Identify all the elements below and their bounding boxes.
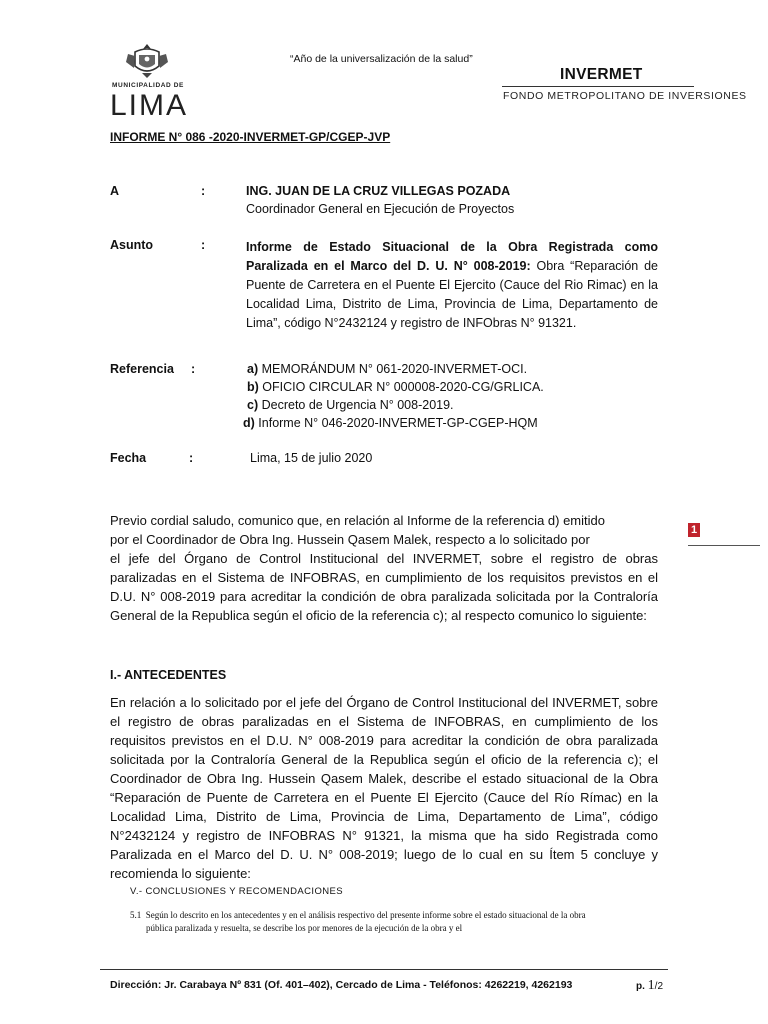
logo-city-text: LIMA xyxy=(110,89,189,122)
agency-divider xyxy=(502,86,694,87)
reference-label: Referencia xyxy=(110,362,174,376)
report-title: INFORME N° 086 -2020-INVERMET-GP/CGEP-JVP xyxy=(110,130,391,144)
reference-letter: d) xyxy=(243,416,255,430)
date-colon: : xyxy=(189,451,194,465)
conclusion-number: 5.1 xyxy=(130,910,142,920)
lima-coat-of-arms-icon xyxy=(120,42,174,80)
reference-item xyxy=(247,398,454,413)
subject-label: Asunto xyxy=(110,238,154,252)
date-label: Fecha xyxy=(110,451,147,465)
section-heading-antecedentes: I.- ANTECEDENTES xyxy=(110,668,227,682)
subject-text xyxy=(246,238,658,333)
year-motto: “Año de la universalización de la salud” xyxy=(290,53,473,65)
comment-connector-line xyxy=(688,545,760,546)
comment-marker[interactable]: 1 xyxy=(688,523,700,537)
reference-letter: b) xyxy=(247,380,259,394)
intro-line-1: Previo cordial saludo, comunico que, en relación al Informe de la referencia d) emitido xyxy=(110,513,605,528)
recipient-name: ING. JUAN DE LA CRUZ VILLEGAS POZADA xyxy=(246,184,511,198)
reference-letter: a) xyxy=(247,362,259,376)
page-number xyxy=(636,978,663,995)
page-prefix: p. xyxy=(636,981,645,992)
page-total: /2 xyxy=(654,981,664,992)
reference-text: MEMORÁNDUM N° 061-2020-INVERMET-OCI. xyxy=(261,362,528,376)
reference-colon: : xyxy=(191,362,196,376)
reference-item xyxy=(247,362,527,377)
subject-bold: Informe de Estado Situacional de la Obra Registrada como Paralizada en el Marco del D. U. N° 008-2019: xyxy=(246,240,658,273)
recipient-role: Coordinador General en Ejecución de Proyectos xyxy=(246,202,515,216)
logo-org-text: MUNICIPALIDAD DE xyxy=(112,82,184,89)
reference-text: Decreto de Urgencia N° 008-2019. xyxy=(261,398,454,412)
to-colon: : xyxy=(201,184,206,198)
antecedentes-paragraph: En relación a lo solicitado por el jefe del Órgano de Control Institucional del INVERMET, sobre el registro de obras paralizadas en el Sistema de INFOBRAS, en cumplimiento de los requisitos previstos en el D.U. N° 008-2019 para acreditar la condición de obra paralizada solicitada por la Contraloría General de la Republica según el oficio de la referencia c); el Coordinador de Obra Ing. Hussein Qasem Malek, describe el estado situacional de la Obra “Reparación de Puente de Carretera en el Puente El Ejercito (Cauce del Río Rímac) en la Localidad Lima, Distrito de Lima, Provincia de Lima, Departamento de Lima”, código N°2432124 y registro de INFOBRAS N° 91321, la misma que ha sido Registrada como Paralizada en el Marco del D. U. N° 008-2019; luego de lo cual en su Ítem 5 concluye y recomienda lo siguiente: xyxy=(110,695,658,881)
to-label: A xyxy=(110,184,120,198)
reference-item xyxy=(247,380,544,395)
reference-letter: c) xyxy=(247,398,259,412)
reference-item xyxy=(243,416,538,431)
agency-subtitle: FONDO METROPOLITANO DE INVERSIONES xyxy=(503,90,747,102)
reference-text: OFICIO CIRCULAR N° 000008-2020-CG/GRLICA. xyxy=(262,380,544,394)
conclusion-line-2: pública paralizada y resuelta, se describe los por menores de la ejecución de la obra y el xyxy=(146,923,463,933)
agency-name: INVERMET xyxy=(560,66,643,83)
intro-rest: el jefe del Órgano de Control Institucional del INVERMET, sobre el registro de obras paralizadas en el Sistema de INFOBRAS, en cumplimiento de los requisitos previstos en el D.U. N° 008-2019 para acreditar la condición de obra paralizada solicitada por la Contraloría General de la Republica según el oficio de la referencia c); al respecto comunico lo siguiente: xyxy=(110,551,658,623)
subject-rest: Obra “Reparación de Puente de Carretera en el Puente El Ejercito (Cauce del Rio Rimac) en la Localidad Lima, Distrito de Lima, Provincia de Lima, Departamento de Lima”, código N°2432124 y registro de INFObras N° 91321. xyxy=(246,259,659,330)
page-current: 1 xyxy=(647,978,655,993)
subject-colon: : xyxy=(201,238,206,252)
footer-divider xyxy=(100,969,668,970)
intro-paragraph xyxy=(110,511,658,625)
reference-text: Informe N° 046-2020-INVERMET-GP-CGEP-HQM xyxy=(258,416,538,430)
conclusion-item xyxy=(130,909,660,935)
conclusions-heading: V.- CONCLUSIONES Y RECOMENDACIONES xyxy=(130,886,343,897)
conclusion-line-1: Según lo descrito en los antecedentes y en el análisis respectivo del presente informe sobre el estado situacional de la obra xyxy=(145,910,586,920)
intro-line-2: por el Coordinador de Obra Ing. Hussein Qasem Malek, respecto a lo solicitado por xyxy=(110,532,590,547)
date-value: Lima, 15 de julio 2020 xyxy=(250,451,373,465)
footer-address: Dirección: Jr. Carabaya Nº 831 (Of. 401–402), Cercado de Lima - Teléfonos: 4262219, 4262193 xyxy=(110,979,573,991)
